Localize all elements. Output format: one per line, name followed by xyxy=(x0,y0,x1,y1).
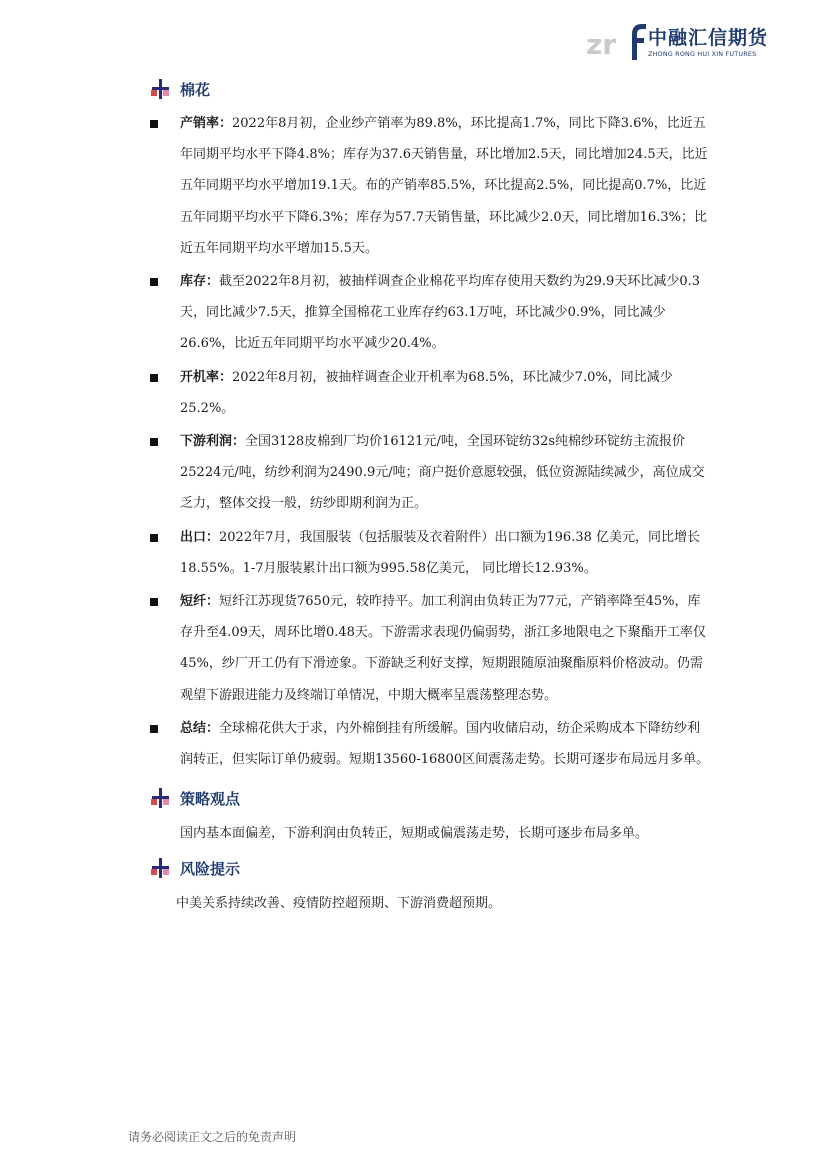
logo-english-name: ZHONG RONG HUI XIN FUTURES xyxy=(648,50,757,58)
bullet-text: 短纤江苏现货7650元，较昨持平。加工利润由负转正为77元，产销率降至45%，库存升至4.09天，周环比增0.48天。下游需求表现仍偏弱势，浙江多地限电之下聚酯开工率仅45%，纱厂开工仍有下滑迹象。下游缺乏利好支撑，短期跟随原油聚酯原料价格波动。仍需观望下游跟进能力及终端订单情况，中期大概率呈震荡整理态势。 xyxy=(180,594,706,703)
bullet-item-sales-ratio xyxy=(150,108,710,264)
bullet-square-icon xyxy=(150,374,158,382)
bullet-text: 全国3128皮棉到厂均价16121元/吨，全国环锭纺32s纯棉纱环锭纺主流报价25224元/吨，纺纱利润为2490.9元/吨；商户挺价意愿较强，低位资源陆续减少，高位成交乏力，整体交投一般，纺纱即期利润为正。 xyxy=(180,434,705,512)
bullet-item-export xyxy=(150,522,710,584)
bullet-text: 截至2022年8月初，被抽样调查企业棉花平均库存使用天数约为29.9天环比减少0.3天，同比减少7.5天，推算全国棉花工业库存约63.1万吨，环比减少0.9%，同比减少26.6%，比近五年同期平均水平减少20.4%。 xyxy=(180,274,700,352)
bullet-item-inventory xyxy=(150,266,710,360)
section-heading-strategy xyxy=(150,781,710,815)
bullet-text: 2022年8月初，企业纱产销率为89.8%，环比提高1.7%，同比下降3.6%，比近五年同期平均水平下降4.8%；库存为37.6天销售量，环比增加2.5天，同比增加24.5天，比近五年同期平均水平增加19.1天。布的产销率85.5%，环比提高2.5%，同比提高0.7%，比近五年同期平均水平下降6.3%；库存为57.7天销售量，环比减少2.0天，同比增加16.3%；比近五年同期平均水平增加15.5天。 xyxy=(180,116,708,256)
bullet-text: 全球棉花供大于求，内外棉倒挂有所缓解。国内收储启动，纺企采购成本下降纺纱利润转正，但实际订单仍疲弱。短期13560-16800区间震荡走势。长期可逐步布局远月多单。 xyxy=(180,720,710,768)
section-heading-cotton xyxy=(150,72,710,106)
bullet-term: 开机率： xyxy=(180,369,233,385)
strategy-text: 国内基本面偏差，下游利润由负转正，短期或偏震荡走势，长期可逐步布局多单。 xyxy=(180,826,649,842)
report-content xyxy=(150,72,710,921)
bullet-text: 2022年7月，我国服装（包括服装及衣着附件）出口额为196.38 亿美元，同比增长18.55%。1-7月服装累计出口额为995.58亿美元， 同比增长12.93%。 xyxy=(180,529,700,576)
bullet-item-summary xyxy=(150,713,710,775)
section-title: 风险提示 xyxy=(180,859,241,878)
risk-text: 中美关系持续改善、疫情防控超预期、下游消费超预期。 xyxy=(176,896,502,912)
bullet-text: 2022年8月初，被抽样调查企业开机率为68.5%，环比减少7.0%，同比减少25.2%。 xyxy=(180,369,673,416)
bullet-item-staple-fiber xyxy=(150,586,710,711)
cotton-bullet-list xyxy=(150,108,710,775)
section-marker-icon xyxy=(150,78,172,100)
bullet-square-icon xyxy=(150,278,158,286)
bullet-item-downstream-profit xyxy=(150,426,710,520)
section-title: 策略观点 xyxy=(180,789,241,808)
disclaimer-footer: 请务必阅读正文之后的免责声明 xyxy=(128,1130,297,1144)
bullet-term: 产销率： xyxy=(180,116,233,131)
bullet-square-icon xyxy=(150,534,158,542)
section-marker-icon xyxy=(150,787,172,809)
section-title: 棉花 xyxy=(180,80,211,99)
bullet-square-icon xyxy=(150,120,158,128)
bullet-item-operating-rate xyxy=(150,362,710,424)
company-logo xyxy=(586,20,786,64)
zrf-logo-icon xyxy=(586,20,646,64)
bullet-term: 总结： xyxy=(180,720,220,736)
bullet-term: 下游利润： xyxy=(180,434,246,450)
bullet-square-icon xyxy=(150,438,158,446)
bullet-term: 出口： xyxy=(180,529,220,545)
logo-chinese-name: 中融汇信期货 xyxy=(648,27,769,49)
bullet-term: 库存： xyxy=(180,274,220,290)
bullet-term: 短纤： xyxy=(180,594,220,610)
section-marker-icon xyxy=(150,857,172,879)
svg-text:zr: zr xyxy=(586,28,617,61)
bullet-square-icon xyxy=(150,725,158,733)
bullet-square-icon xyxy=(150,598,158,606)
section-heading-risk xyxy=(150,851,710,885)
